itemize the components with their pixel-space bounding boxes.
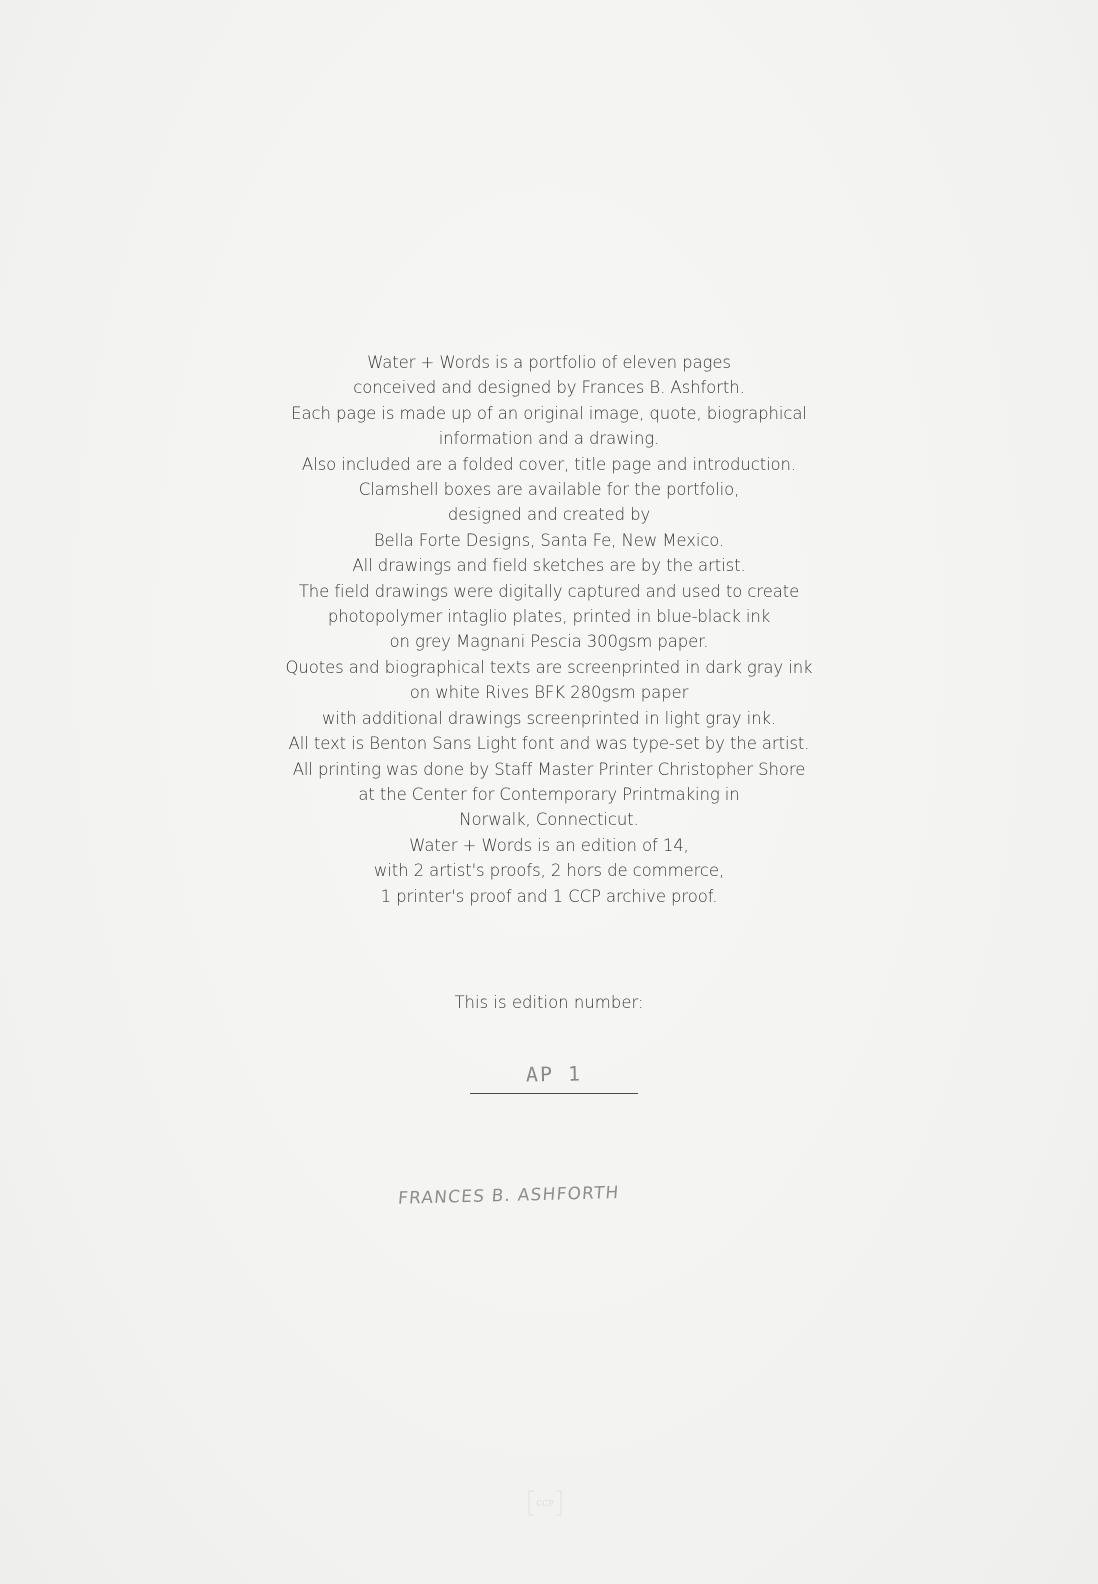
edition-label: This is edition number: <box>454 993 644 1012</box>
colophon-line: at the Center for Contemporary Printmaking in <box>358 784 740 804</box>
artist-signature: FRANCES B. ASHFORTH <box>397 1182 621 1209</box>
colophon-line: conceived and designed by Frances B. Ashforth. <box>353 378 745 398</box>
ccp-stamp-text: CCP <box>536 1499 554 1508</box>
colophon-line: Bella Forte Designs, Santa Fe, New Mexico. <box>373 530 725 550</box>
colophon-text <box>199 350 899 909</box>
colophon-line: designed and created by <box>447 505 651 525</box>
colophon-line: 1 printer's proof and 1 CCP archive proof. <box>380 886 718 906</box>
colophon-line: Each page is made up of an original image, quote, biographical <box>291 403 807 423</box>
colophon-line: All text is Benton Sans Light font and was type-set by the artist. <box>288 734 810 754</box>
ccp-blind-stamp <box>526 1488 564 1518</box>
colophon-line: on white Rives BFK 280gsm paper <box>409 683 689 703</box>
colophon-line: Clamshell boxes are available for the portfolio, <box>358 480 740 500</box>
colophon-line: on grey Magnani Pescia 300gsm paper. <box>389 632 709 652</box>
edition-number-handwritten: AP 1 <box>525 1061 583 1087</box>
colophon-line: Water + Words is an edition of 14, <box>409 835 689 855</box>
colophon-line: information and a drawing. <box>438 429 660 449</box>
colophon-line: with 2 artist's proofs, 2 hors de commerce, <box>373 861 725 881</box>
colophon-line: Also included are a folded cover, title page and introduction. <box>301 454 797 474</box>
edition-underline <box>470 1093 638 1094</box>
colophon-line: photopolymer intaglio plates, printed in blue-black ink <box>327 607 771 627</box>
colophon-line: Water + Words is a portfolio of eleven pages <box>367 353 731 372</box>
colophon-line: with additional drawings screenprinted in light gray ink. <box>321 708 777 728</box>
colophon-line: Quotes and biographical texts are screenprinted in dark gray ink <box>285 657 813 677</box>
colophon-line: All printing was done by Staff Master Printer Christopher Shore <box>292 759 806 779</box>
colophon-line: All drawings and field sketches are by the artist. <box>352 556 746 576</box>
colophon-line: The field drawings were digitally captured and used to create <box>298 581 800 601</box>
colophon-line: Norwalk, Connecticut. <box>459 810 639 830</box>
